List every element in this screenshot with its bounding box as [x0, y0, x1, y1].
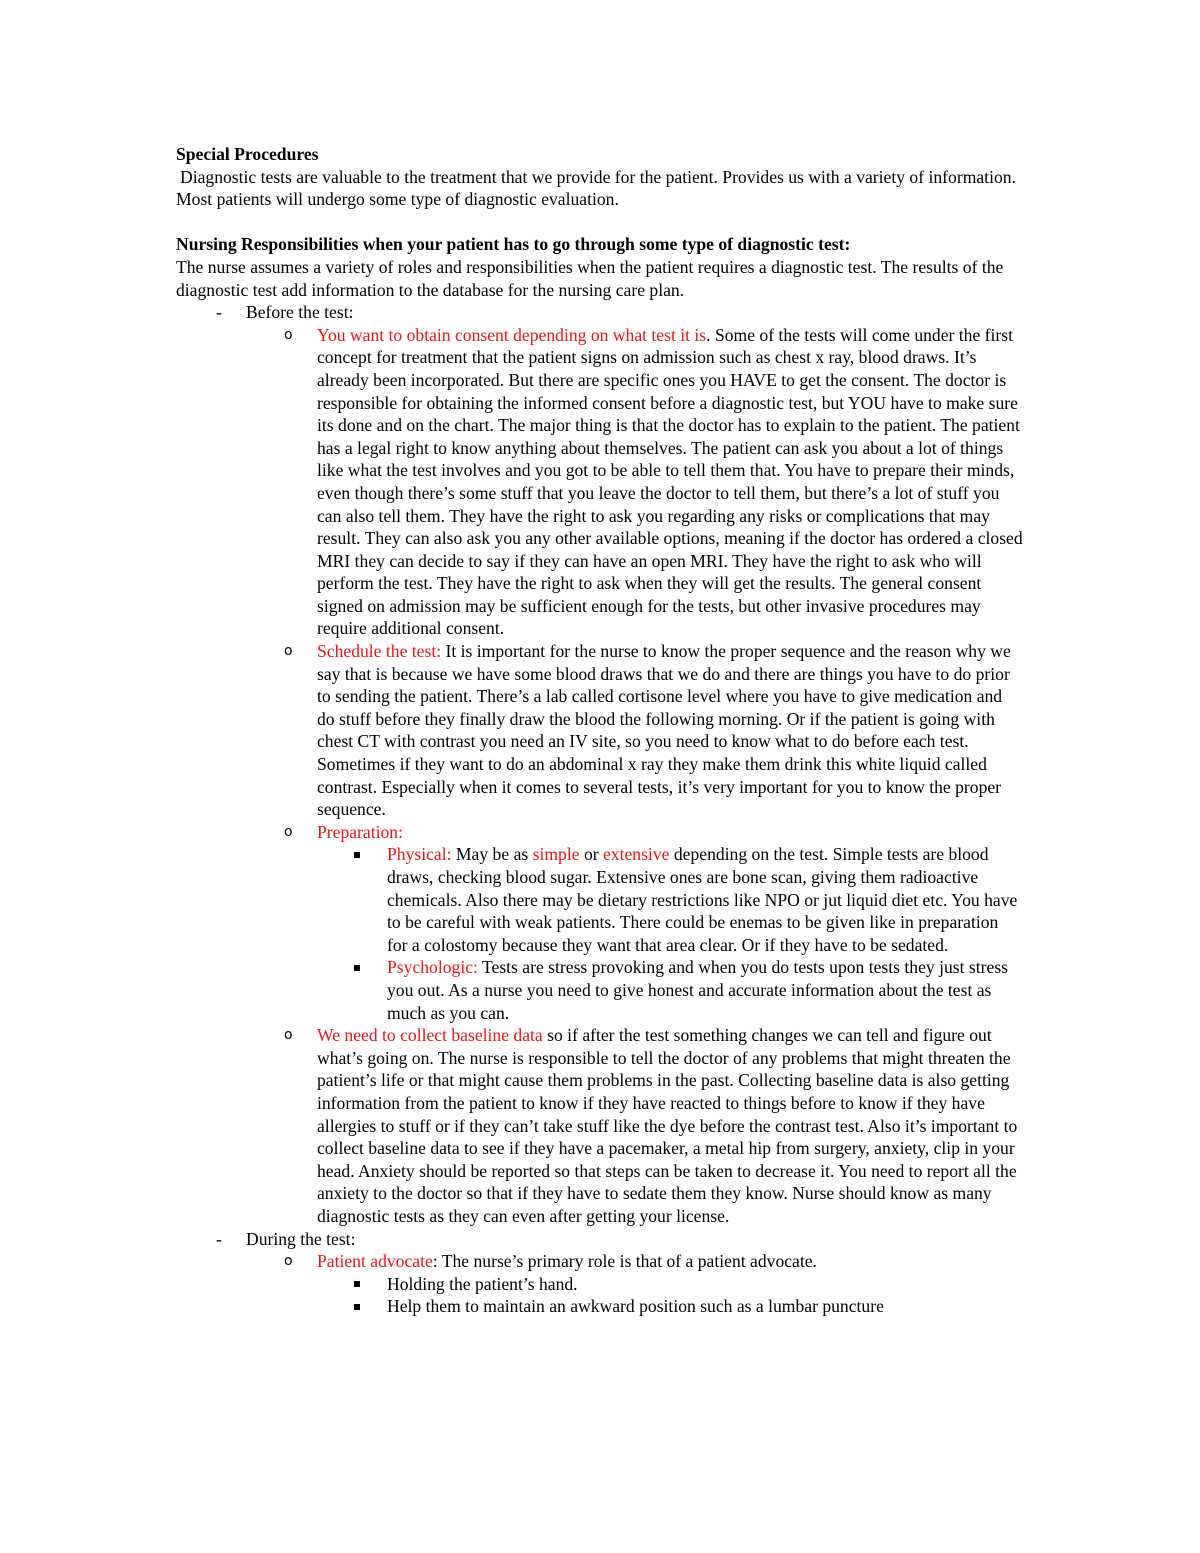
list-item-text: Help them to maintain an awkward position such as a lumbar puncture [387, 1296, 884, 1317]
schedule-item [284, 640, 1023, 821]
document-page [176, 143, 1026, 1318]
physical-text-3: depending on the test. Simple tests are blood draws, checking blood sugar. Extensive ones are bone scan, giving them radioactive chemicals. Also there may be dietary restrictions like NPO or jut liquid diet etc. You have to be careful with weak patients. There could be enemas to be given like in preparation for a colostomy because they want that area clear. Or if they have to be sedated. [387, 844, 1018, 955]
physical-highlight: Physical: [387, 844, 452, 865]
circle-bullet: o [284, 326, 293, 343]
circle-bullet: o [284, 823, 293, 840]
consent-item [284, 324, 1023, 640]
square-bullet-icon [354, 1273, 360, 1296]
circle-bullet: o [284, 643, 293, 660]
extensive-highlight: extensive [603, 844, 670, 865]
schedule-highlight: Schedule the test: [317, 641, 442, 662]
psychologic-item [387, 956, 1023, 1024]
physical-item [387, 843, 1023, 956]
advocate-sublist [317, 1273, 1023, 1318]
physical-text-1: May be as [451, 844, 533, 865]
list-item-text: Holding the patient’s hand. [387, 1273, 578, 1294]
schedule-text: It is important for the nurse to know the proper sequence and the reason why we say that is because we have some blood draws that we do and there are things you have to do prior to sending the patient. There’s a lab called cortisone level where you have to give medication and do stuff before they finally draw the blood the following morning. Or if the patient is going with chest CT with contrast you need an IV site, so you need to know what to do before each test. Sometimes if they want to do an abdominal x ray they make them drink this white liquid called contrast. Especially when it comes to several tests, it’s very important for you to know the proper sequence. [317, 641, 1011, 820]
psychologic-text: Tests are stress provoking and when you do tests upon tests they just stress you out. As a nurse you need to give honest and accurate information about the test as much as you can. [387, 957, 1009, 1023]
preparation-sublist [317, 843, 1023, 1024]
preparation-item [284, 821, 1023, 1024]
during-test-sublist [246, 1250, 1026, 1318]
section-body: The nurse assumes a variety of roles and responsibilities when the patient requires a diagnostic test. The results of the diagnostic test add information to the database for the nursing care plan. [176, 256, 1004, 300]
square-bullet-icon [354, 956, 360, 979]
square-bullet-icon [354, 1295, 360, 1318]
list-item [387, 1273, 1023, 1296]
consent-highlight: You want to obtain consent depending on what test it is [317, 324, 707, 345]
square-bullet-icon [354, 843, 360, 866]
baseline-text: so if after the test something changes we can tell and figure out what’s going on. The nurse is responsible to tell the doctor of any problems that might threaten the patient’s life or that might cause them problems in the past. Collecting baseline data is also getting information from the patient to know if they have reacted to things before to know if they have allergies to stuff or if they can’t take stuff like the dye before the contrast test. Also it’s important to collect baseline data to see if they have a pacemaker, a metal hip from surgery, anxiety, clip in your head. Anxiety should be reported so that steps can be taken to decrease it. You need to report all the anxiety to the doctor so that if they have to sedate them they know. Nurse should know as many diagnostic tests as they can even after getting your license. [317, 1025, 1018, 1226]
preparation-highlight: Preparation: [317, 821, 403, 842]
section-heading: Nursing Responsibilities when your patient has to go through some type of diagnostic test: [176, 234, 851, 255]
advocate-highlight: Patient advocate [317, 1251, 433, 1272]
list-item [387, 1295, 1023, 1318]
circle-bullet: o [284, 1253, 293, 1270]
consent-text: . Some of the tests will come under the first concept for treatment that the patient signs on admission such as chest x ray, blood draws. It’s already been incorporated. But there are specific ones you HAVE to get the consent. The doctor is responsible for obtaining the informed consent before a diagnostic test, but YOU have to make sure its done and on the chart. The major thing is that the doctor has to explain to the patient. The patient has a legal right to know anything about themselves. The patient can ask you about a lot of things like what the test involves and you got to be able to tell them that. You have to prepare their minds, even though there’s some stuff that you leave the doctor to tell them, but there’s a lot of stuff you can also tell them. They have the right to ask you regarding any risks or complications that may result. They can also ask you any other available options, meaning if the doctor has ordered a closed MRI they can decide to say if they can have an open MRI. They have the right to ask who will perform the test. They have the right to ask when they will get the results. The general consent signed on admission may be sufficient enough for the tests, but other invasive procedures may require additional consent. [317, 324, 1023, 639]
circle-bullet: o [284, 1027, 293, 1044]
during-test-label: During the test: [246, 1228, 356, 1249]
before-test-label: Before the test: [246, 302, 354, 323]
document-title: Special Procedures [176, 144, 319, 164]
psychologic-highlight: Psychologic: [387, 957, 478, 978]
before-test-sublist [246, 324, 1026, 1228]
intro-paragraph: Diagnostic tests are valuable to the treatment that we provide for the patient. Provides us with a variety of information. Most patients will undergo some type of diagnostic evaluation. [176, 166, 1016, 210]
spacer [176, 211, 1026, 234]
advocate-text: : The nurse’s primary role is that of a patient advocate. [432, 1251, 817, 1272]
before-test-item [176, 301, 1026, 1227]
baseline-item [284, 1024, 1023, 1227]
simple-highlight: simple [532, 844, 580, 865]
during-test-item [176, 1228, 1026, 1318]
phase-list [176, 301, 1026, 1318]
dash-bullet: - [216, 1228, 222, 1249]
baseline-highlight: We need to collect baseline data [317, 1025, 543, 1046]
dash-bullet: - [216, 302, 222, 323]
physical-text-2: or [579, 844, 603, 865]
advocate-item [284, 1250, 1023, 1318]
